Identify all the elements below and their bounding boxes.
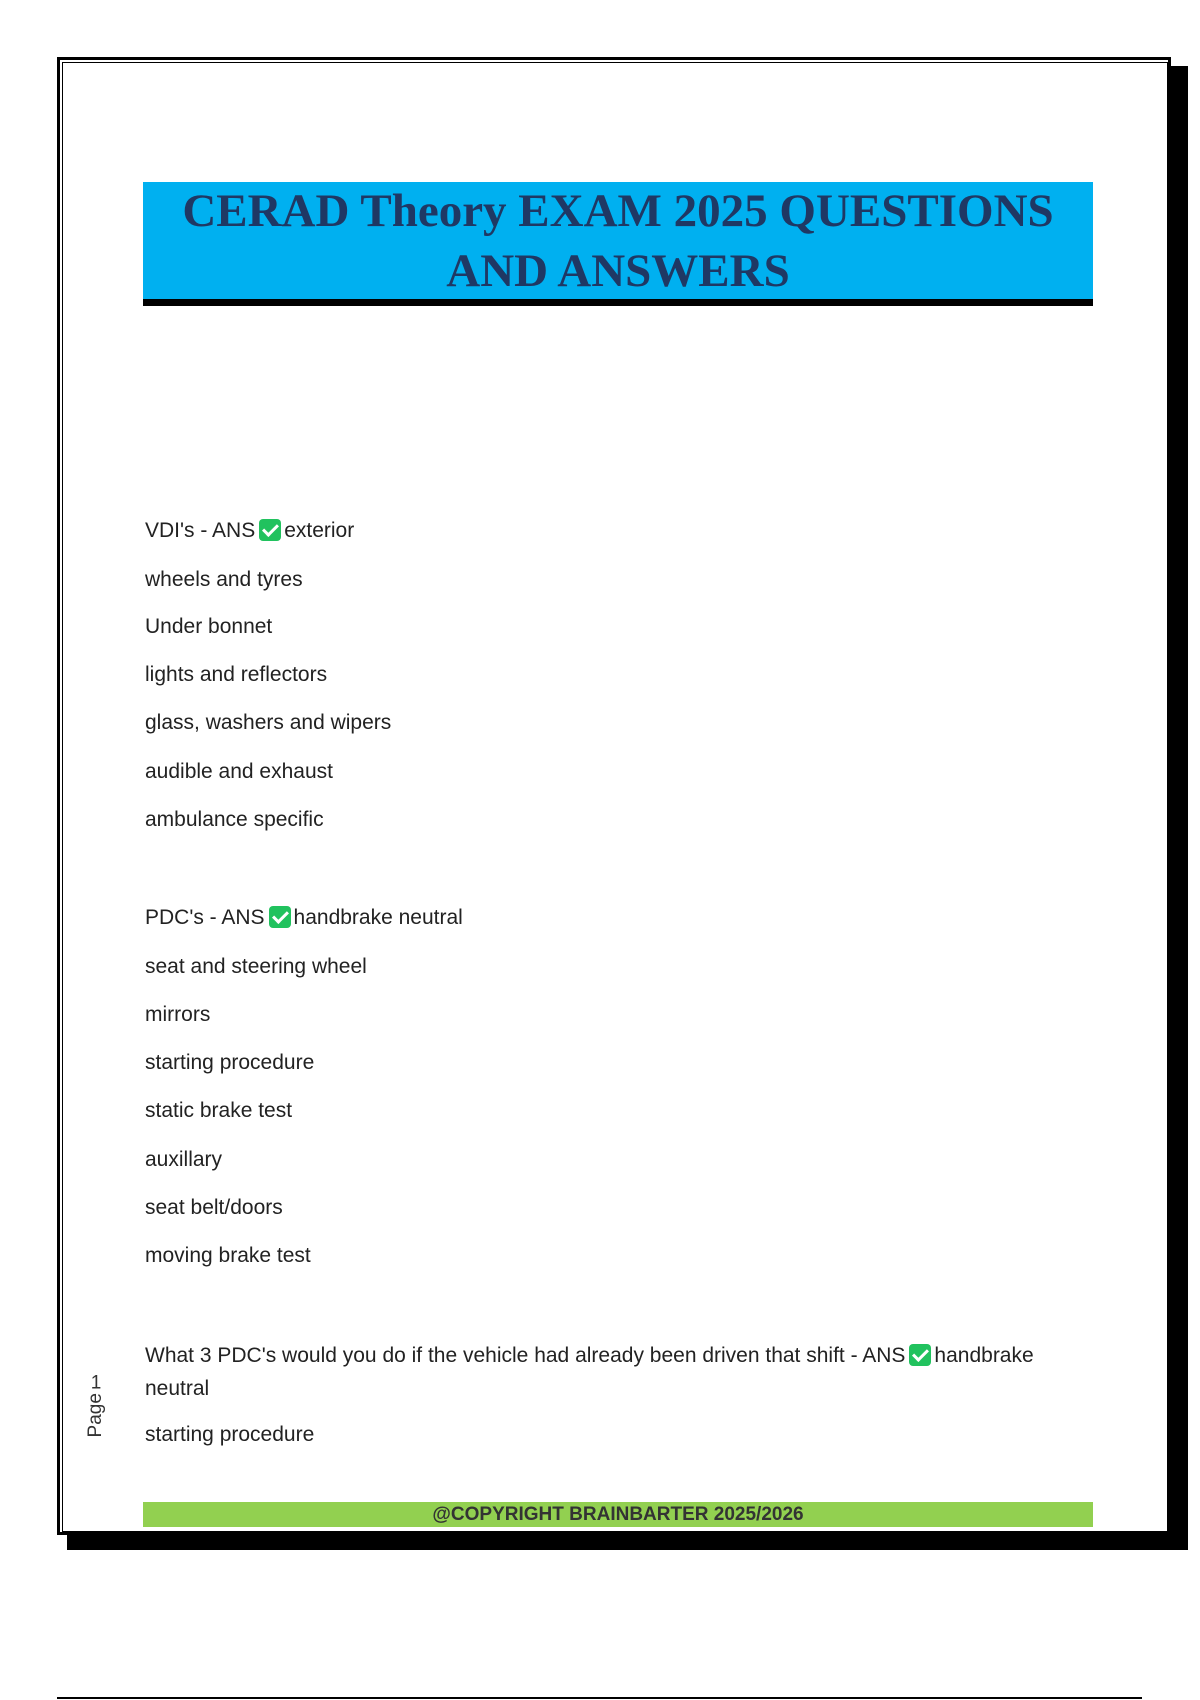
question-text: PDC's - ANS <box>145 906 265 929</box>
bottom-divider <box>57 1697 1142 1699</box>
page-number-label <box>76 1372 116 1438</box>
answer-item: starting procedure <box>145 1051 315 1074</box>
answer-item: lights and reflectors <box>145 663 328 686</box>
answer-item: Under bonnet <box>145 615 273 638</box>
check-mark-icon <box>269 906 291 928</box>
question-text: What 3 PDC's would you do if the vehicle had already been driven that shift - ANS <box>145 1344 906 1367</box>
question-text: VDI's - ANS <box>145 519 256 542</box>
copyright-footer <box>143 1502 1093 1527</box>
page-number: 1 <box>90 1372 102 1394</box>
answer-item: auxillary <box>145 1148 223 1171</box>
answer-item: seat and steering wheel <box>145 955 367 978</box>
answer-text: exterior <box>284 519 355 542</box>
question-line <box>145 1339 1095 1405</box>
answer-text: handbrake neutral <box>293 906 463 929</box>
answer-text: handbrake neutral <box>145 1344 1034 1400</box>
check-mark-icon <box>259 519 281 541</box>
page-word: Page <box>85 1393 106 1438</box>
answer-item: mirrors <box>145 1003 211 1026</box>
copyright-text: @COPYRIGHT BRAINBARTER 2025/2026 <box>432 1503 804 1525</box>
answer-item: starting procedure <box>145 1423 315 1446</box>
answer-item: audible and exhaust <box>145 760 333 783</box>
answer-item: moving brake test <box>145 1244 311 1267</box>
title-banner <box>143 182 1093 306</box>
answer-item: wheels and tyres <box>145 568 303 591</box>
document-title: CERAD Theory EXAM 2025 QUESTIONS AND ANSWERS <box>182 184 1054 297</box>
answer-item: seat belt/doors <box>145 1196 283 1219</box>
answer-item: static brake test <box>145 1099 293 1122</box>
question-line <box>145 516 354 546</box>
check-mark-icon <box>909 1344 931 1366</box>
question-line <box>145 903 463 933</box>
answer-item: ambulance specific <box>145 808 324 831</box>
answer-item: glass, washers and wipers <box>145 711 392 734</box>
